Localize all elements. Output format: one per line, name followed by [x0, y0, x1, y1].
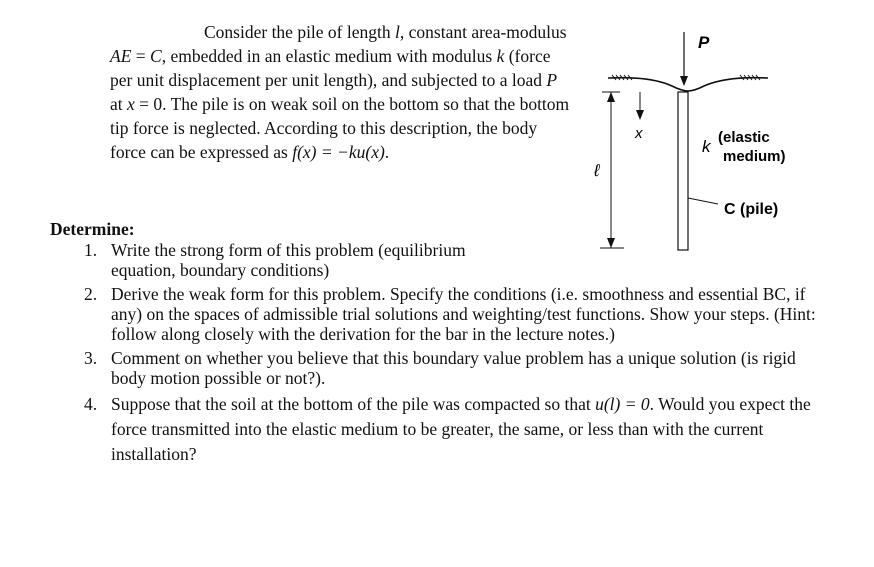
pile-label: C (pile) — [724, 201, 779, 218]
intro-text: Consider the pile of length — [204, 22, 396, 42]
length-arrow-top — [607, 92, 615, 102]
symbol-length: l — [395, 22, 400, 42]
symbol-p: P — [546, 70, 558, 90]
problem-statement — [110, 20, 570, 164]
intro-text: (force per unit displacement per unit length), and subjected to a load — [110, 46, 551, 90]
x-arrowhead — [636, 110, 644, 120]
symbol-k: k — [496, 46, 505, 66]
task-item — [84, 392, 821, 467]
pile-leader-line — [688, 198, 718, 204]
task-number: 3. — [84, 348, 98, 368]
task-text: Comment on whether you believe that this boundary value problem has a unique solution (is rigid body motion possible or not?). — [111, 348, 796, 388]
task-text: Derive the weak form for this problem. Specify the conditions (i.e. smoothness and essential BC, if any) on the spaces of admissible trial solutions and weighting/test functions. Show your steps. (Hint: follow along closely with the derivation for the bar in the lecture notes.) — [111, 284, 816, 344]
medium-label-line1: (elastic — [718, 129, 770, 146]
task-number: 4. — [84, 394, 98, 414]
symbol-ae: AE — [110, 46, 132, 66]
task-text: Suppose that the soil at the bottom of the pile was compacted so that — [111, 394, 596, 414]
intro-text: , constant area-modulus — [399, 22, 567, 42]
load-arrowhead — [680, 76, 688, 86]
task-item — [84, 284, 829, 344]
medium-label-line2: medium) — [723, 148, 786, 165]
problem-paragraph — [110, 20, 570, 164]
intro-text: at — [110, 94, 128, 114]
length-label: ℓ — [594, 161, 600, 180]
task-text: Write the strong form of this problem (equilibrium equation, boundary conditions) — [111, 240, 466, 280]
determine-heading: Determine: — [50, 219, 135, 239]
intro-text: = 0. The pile is on weak soil on the bottom so that the bottom tip force is neglected. According to this description, the body force can be expressed as — [110, 94, 570, 162]
task-text: . Would you expect the force transmitted into the elastic medium to be greater, the same, or less than with the current installation? — [111, 394, 811, 464]
body-force-equation: f(x) = −ku(x) — [292, 142, 385, 162]
symbol-c: C — [150, 46, 162, 66]
symbol-x: x — [127, 94, 135, 114]
pile — [678, 92, 688, 250]
task-number: 1. — [84, 240, 98, 260]
intro-text: . — [384, 142, 390, 162]
task-item — [84, 240, 531, 280]
k-label: k — [702, 137, 711, 156]
task-list — [84, 240, 829, 471]
intro-text: = — [131, 46, 151, 66]
load-label: P — [698, 33, 710, 52]
task-number: 2. — [84, 284, 98, 304]
fixed-end-equation: u(l) = 0 — [595, 394, 650, 414]
intro-text: , embedded in an elastic medium with modulus — [161, 46, 497, 66]
task-item — [84, 348, 829, 388]
x-label: x — [635, 125, 643, 142]
pile-diagram — [590, 30, 850, 260]
